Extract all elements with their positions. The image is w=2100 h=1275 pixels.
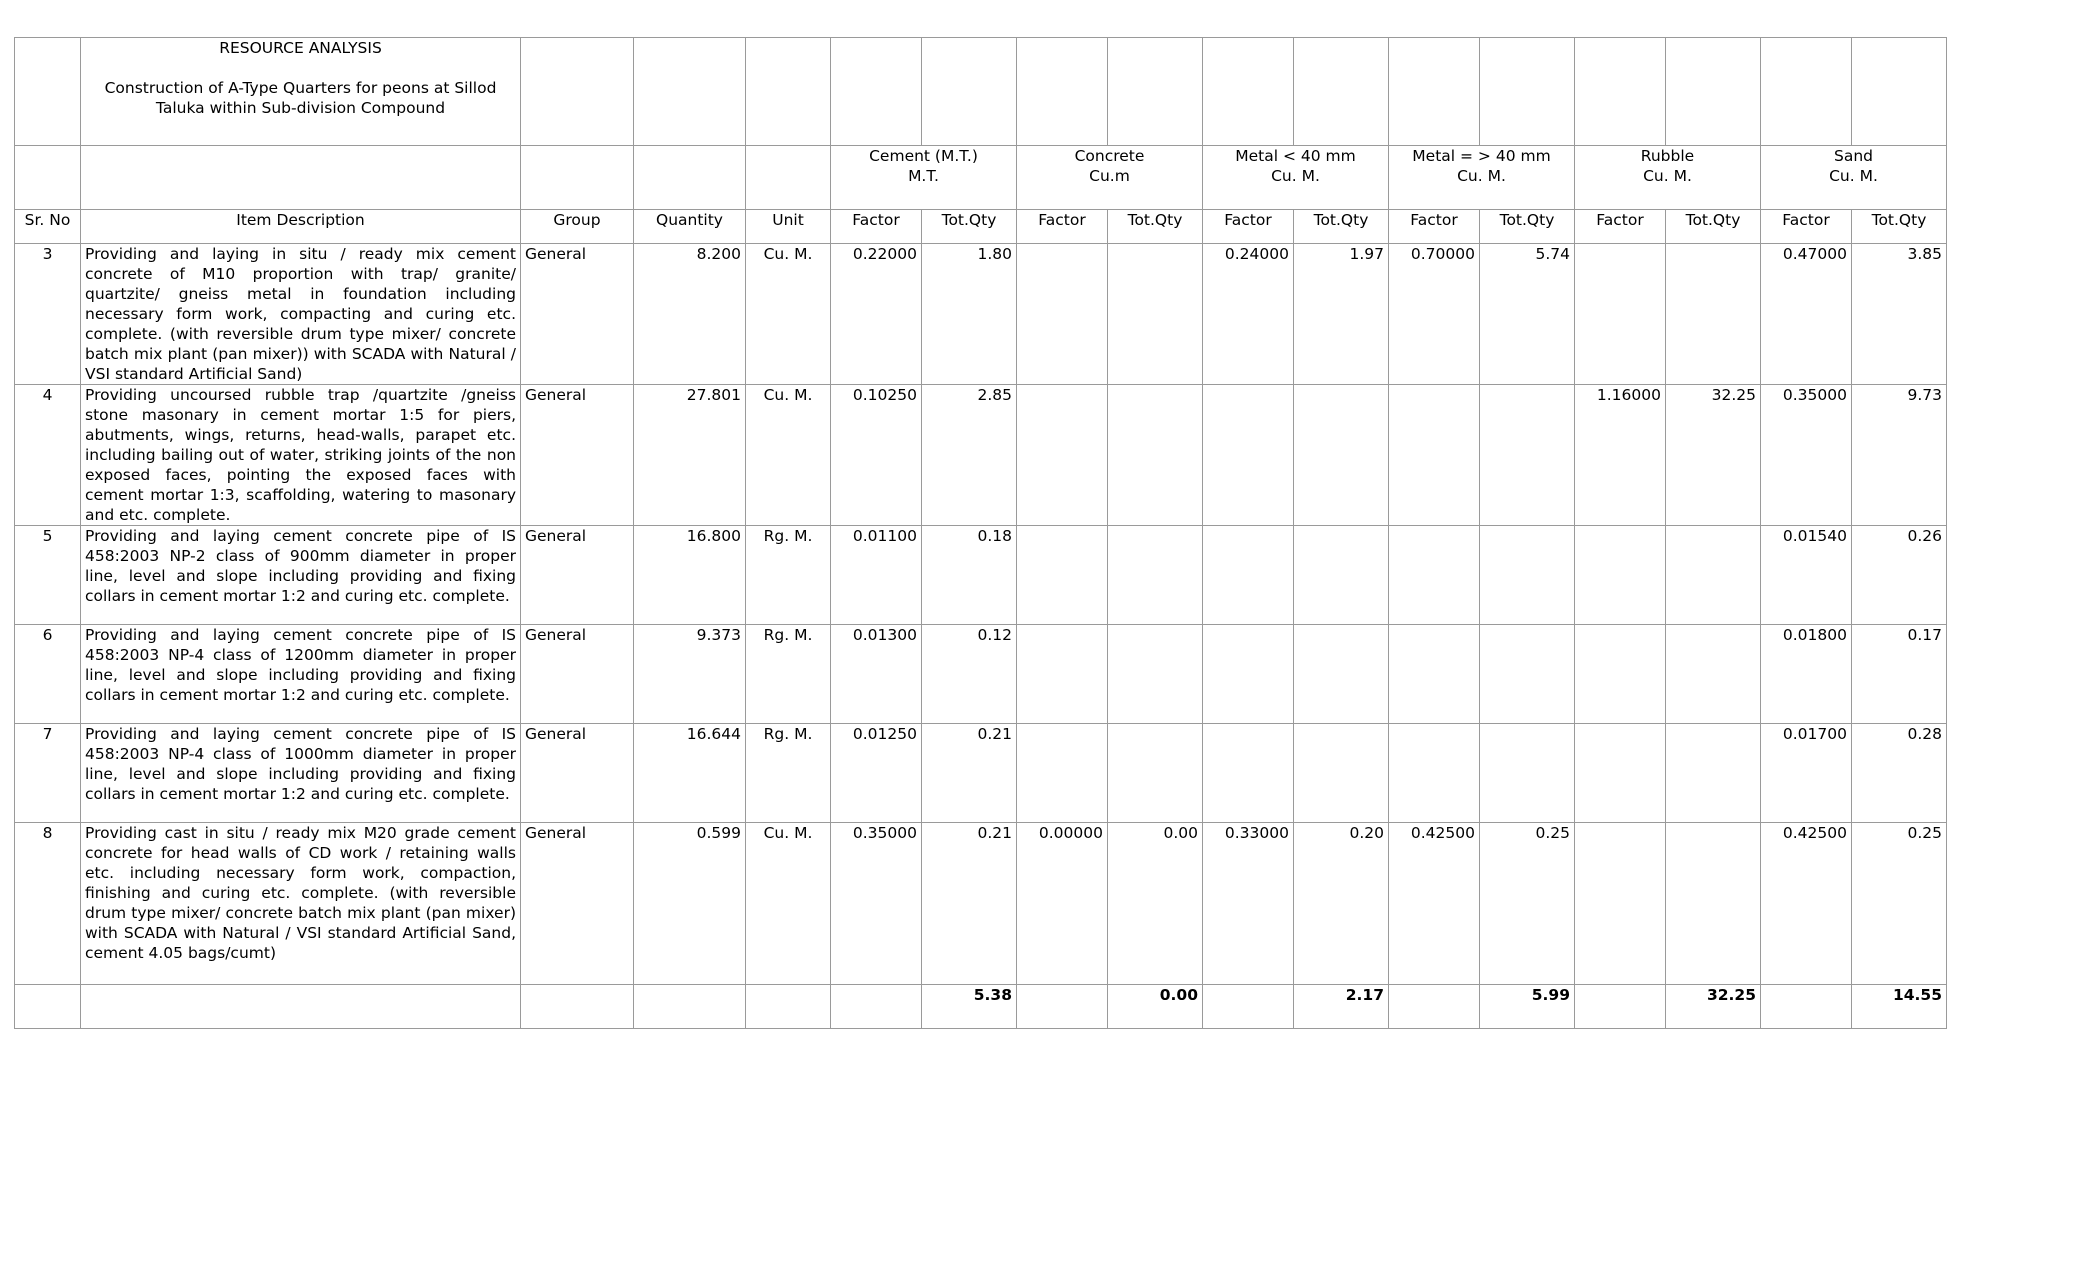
table-row	[15, 823, 1947, 985]
factor-cell: 0.01540	[1761, 526, 1852, 625]
factor-cell: 0.01700	[1761, 724, 1852, 823]
tot-qty-cell: 1.97	[1294, 244, 1389, 385]
col-header-tot-qty: Tot.Qty	[1108, 210, 1203, 244]
sr-no-cell: 8	[15, 823, 81, 985]
report-heading: RESOURCE ANALYSIS	[219, 39, 382, 57]
factor-cell	[1575, 526, 1666, 625]
tot-qty-cell: 0.18	[922, 526, 1017, 625]
group-name: Metal = > 40 mm	[1412, 147, 1551, 165]
tot-qty-cell	[1294, 724, 1389, 823]
group-cell: General	[521, 625, 634, 724]
unit-cell: Cu. M.	[746, 385, 831, 526]
item-description-cell: Providing and laying cement concrete pipe of IS 458:2003 NP-4 class of 1000mm diameter in proper line, level and slope including providing and fixing collars in cement mortar 1:2 and curing etc. complete.	[81, 724, 521, 823]
table-row	[15, 526, 1947, 625]
factor-cell: 0.01300	[831, 625, 922, 724]
col-header-item-description: Item Description	[81, 210, 521, 244]
col-header-factor: Factor	[1017, 210, 1108, 244]
factor-cell: 0.22000	[831, 244, 922, 385]
tot-qty-cell: 32.25	[1666, 385, 1761, 526]
group-name: Metal < 40 mm	[1235, 147, 1356, 165]
unit-cell: Rg. M.	[746, 724, 831, 823]
tot-qty-cell	[1108, 625, 1203, 724]
col-header-quantity: Quantity	[634, 210, 746, 244]
factor-cell	[1389, 385, 1480, 526]
col-header-sr-no: Sr. No	[15, 210, 81, 244]
factor-cell: 0.01250	[831, 724, 922, 823]
quantity-cell: 16.800	[634, 526, 746, 625]
group-header-rubble	[1575, 146, 1761, 210]
quantity-cell: 16.644	[634, 724, 746, 823]
table-row	[15, 625, 1947, 724]
tot-qty-cell: 0.12	[922, 625, 1017, 724]
total-metal-small: 2.17	[1294, 985, 1389, 1029]
col-header-factor: Factor	[1761, 210, 1852, 244]
table-row	[15, 385, 1947, 526]
factor-cell: 0.24000	[1203, 244, 1294, 385]
group-header-concrete	[1017, 146, 1203, 210]
factor-cell	[1203, 385, 1294, 526]
col-header-factor: Factor	[1203, 210, 1294, 244]
total-sand: 14.55	[1852, 985, 1947, 1029]
factor-cell: 0.01100	[831, 526, 922, 625]
unit-cell: Cu. M.	[746, 244, 831, 385]
factor-cell	[1389, 724, 1480, 823]
factor-cell	[1203, 526, 1294, 625]
unit-cell: Cu. M.	[746, 823, 831, 985]
item-description-cell: Providing and laying cement concrete pipe of IS 458:2003 NP-2 class of 900mm diameter in proper line, level and slope including providing and fixing collars in cement mortar 1:2 and curing etc. complete.	[81, 526, 521, 625]
factor-cell: 0.35000	[1761, 385, 1852, 526]
factor-cell: 0.42500	[1761, 823, 1852, 985]
resource-group-row	[15, 146, 1947, 210]
tot-qty-cell: 0.20	[1294, 823, 1389, 985]
total-concrete: 0.00	[1108, 985, 1203, 1029]
tot-qty-cell: 0.00	[1108, 823, 1203, 985]
col-header-factor: Factor	[1389, 210, 1480, 244]
tot-qty-cell: 0.21	[922, 724, 1017, 823]
col-header-factor: Factor	[1575, 210, 1666, 244]
factor-cell: 0.42500	[1389, 823, 1480, 985]
sr-no-cell: 5	[15, 526, 81, 625]
factor-cell: 0.35000	[831, 823, 922, 985]
factor-cell: 0.01800	[1761, 625, 1852, 724]
group-name: Sand	[1834, 147, 1873, 165]
factor-cell	[1017, 625, 1108, 724]
quantity-cell: 9.373	[634, 625, 746, 724]
quantity-cell: 0.599	[634, 823, 746, 985]
tot-qty-cell	[1108, 724, 1203, 823]
factor-cell: 0.00000	[1017, 823, 1108, 985]
group-header-sand	[1761, 146, 1947, 210]
col-header-unit: Unit	[746, 210, 831, 244]
tot-qty-cell: 0.25	[1852, 823, 1947, 985]
factor-cell	[1575, 724, 1666, 823]
total-cement: 5.38	[922, 985, 1017, 1029]
factor-cell: 0.33000	[1203, 823, 1294, 985]
work-name: Construction of A-Type Quarters for peons at Sillod Taluka within Sub-division Compound	[104, 79, 497, 117]
quantity-cell: 8.200	[634, 244, 746, 385]
group-name: Rubble	[1640, 147, 1695, 165]
group-cell: General	[521, 823, 634, 985]
factor-cell	[1017, 724, 1108, 823]
group-unit: Cu. M.	[1829, 167, 1878, 185]
tot-qty-cell	[1480, 385, 1575, 526]
item-description-cell: Providing and laying cement concrete pipe of IS 458:2003 NP-4 class of 1200mm diameter in proper line, level and slope including providing and fixing collars in cement mortar 1:2 and curing etc. complete.	[81, 625, 521, 724]
factor-cell	[1389, 526, 1480, 625]
group-cell: General	[521, 244, 634, 385]
title-cell	[81, 38, 521, 146]
group-cell: General	[521, 526, 634, 625]
tot-qty-cell: 3.85	[1852, 244, 1947, 385]
factor-cell	[1203, 724, 1294, 823]
tot-qty-cell	[1480, 724, 1575, 823]
group-unit: Cu.m	[1089, 167, 1130, 185]
tot-qty-cell: 0.26	[1852, 526, 1947, 625]
quantity-cell: 27.801	[634, 385, 746, 526]
group-name: Concrete	[1074, 147, 1145, 165]
group-header-cement	[831, 146, 1017, 210]
tot-qty-cell	[1294, 526, 1389, 625]
factor-cell	[1575, 823, 1666, 985]
tot-qty-cell: 0.25	[1480, 823, 1575, 985]
title-row	[15, 38, 1947, 146]
total-metal-large: 5.99	[1480, 985, 1575, 1029]
factor-cell: 0.10250	[831, 385, 922, 526]
group-unit: Cu. M.	[1643, 167, 1692, 185]
column-header-row	[15, 210, 1947, 244]
tot-qty-cell	[1666, 625, 1761, 724]
tot-qty-cell	[1666, 526, 1761, 625]
tot-qty-cell: 2.85	[922, 385, 1017, 526]
unit-cell: Rg. M.	[746, 625, 831, 724]
factor-cell	[1017, 385, 1108, 526]
tot-qty-cell: 5.74	[1480, 244, 1575, 385]
tot-qty-cell	[1108, 385, 1203, 526]
factor-cell	[1389, 625, 1480, 724]
tot-qty-cell	[1480, 526, 1575, 625]
tot-qty-cell: 0.21	[922, 823, 1017, 985]
group-header-metal-small	[1203, 146, 1389, 210]
tot-qty-cell	[1666, 244, 1761, 385]
tot-qty-cell	[1294, 625, 1389, 724]
total-rubble: 32.25	[1666, 985, 1761, 1029]
item-description-cell: Providing cast in situ / ready mix M20 grade cement concrete for head walls of CD work / retaining walls etc. including necessary form work, compaction, finishing and curing etc. complete. (with reversible drum type mixer/ concrete batch mix plant (pan mixer) with SCADA with Natural / VSI standard Artificial Sand, cement 4.05 bags/cumt)	[81, 823, 521, 985]
factor-cell: 0.70000	[1389, 244, 1480, 385]
totals-row	[15, 985, 1947, 1029]
group-unit: Cu. M.	[1271, 167, 1320, 185]
tot-qty-cell	[1480, 625, 1575, 724]
col-header-group: Group	[521, 210, 634, 244]
col-header-tot-qty: Tot.Qty	[922, 210, 1017, 244]
item-description-cell: Providing and laying in situ / ready mix cement concrete of M10 proportion with trap/ granite/ quartzite/ gneiss metal in foundation including necessary form work, compacting and curing etc. complete. (with reversible drum type mixer/ concrete batch mix plant (pan mixer)) with SCADA with Natural / VSI standard Artificial Sand)	[81, 244, 521, 385]
tot-qty-cell	[1294, 385, 1389, 526]
sr-no-cell: 4	[15, 385, 81, 526]
sr-no-cell: 3	[15, 244, 81, 385]
table-row	[15, 724, 1947, 823]
col-header-tot-qty: Tot.Qty	[1480, 210, 1575, 244]
group-header-metal-large	[1389, 146, 1575, 210]
col-header-tot-qty: Tot.Qty	[1666, 210, 1761, 244]
factor-cell: 1.16000	[1575, 385, 1666, 526]
group-cell: General	[521, 724, 634, 823]
factor-cell	[1017, 526, 1108, 625]
factor-cell: 0.47000	[1761, 244, 1852, 385]
tot-qty-cell	[1108, 244, 1203, 385]
tot-qty-cell: 0.17	[1852, 625, 1947, 724]
factor-cell	[1203, 625, 1294, 724]
tot-qty-cell	[1666, 823, 1761, 985]
factor-cell	[1017, 244, 1108, 385]
tot-qty-cell: 0.28	[1852, 724, 1947, 823]
tot-qty-cell: 1.80	[922, 244, 1017, 385]
sr-no-cell: 7	[15, 724, 81, 823]
factor-cell	[1575, 244, 1666, 385]
col-header-tot-qty: Tot.Qty	[1294, 210, 1389, 244]
group-unit: Cu. M.	[1457, 167, 1506, 185]
col-header-tot-qty: Tot.Qty	[1852, 210, 1947, 244]
tot-qty-cell: 9.73	[1852, 385, 1947, 526]
col-header-factor: Factor	[831, 210, 922, 244]
resource-analysis-table	[14, 37, 1947, 1029]
table-row	[15, 244, 1947, 385]
group-name: Cement (M.T.)	[869, 147, 978, 165]
group-unit: M.T.	[908, 167, 939, 185]
tot-qty-cell	[1666, 724, 1761, 823]
tot-qty-cell	[1108, 526, 1203, 625]
factor-cell	[1575, 625, 1666, 724]
unit-cell: Rg. M.	[746, 526, 831, 625]
item-description-cell: Providing uncoursed rubble trap /quartzite /gneiss stone masonary in cement mortar 1:5 for piers, abutments, wings, returns, head-walls, parapet etc. including bailing out of water, striking joints of the non exposed faces, pointing the exposed faces with cement mortar 1:3, scaffolding, watering to masonary and etc. complete.	[81, 385, 521, 526]
sr-no-cell: 6	[15, 625, 81, 724]
group-cell: General	[521, 385, 634, 526]
